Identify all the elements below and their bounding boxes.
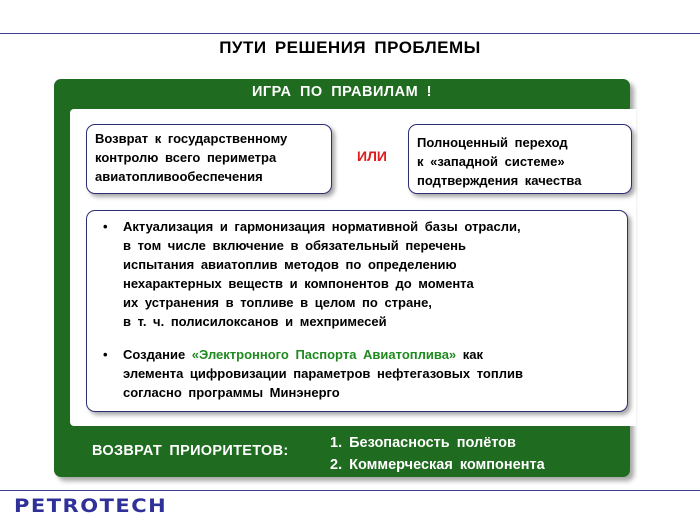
option-left-line: авиатопливообеспечения: [95, 169, 263, 184]
priority-item: 2. Коммерческая компонента: [330, 457, 545, 473]
top-divider: [0, 33, 700, 34]
list-item-line: их устранения в топливе в целом по стране,: [123, 295, 432, 310]
list-item-line: в том числе включение в обязательный перечень: [123, 238, 466, 253]
list-item: [103, 217, 617, 331]
option-state-control: [86, 124, 332, 194]
priorities-label: ВОЗВРАТ ПРИОРИТЕТОВ:: [92, 443, 289, 459]
bullet-icon: •: [103, 347, 108, 362]
priority-item: 1. Безопасность полётов: [330, 435, 516, 451]
option-western-system: [408, 124, 632, 194]
list-item-line: согласно программы Минэнерго: [123, 385, 340, 400]
panel-header: ИГРА ПО ПРАВИЛАМ !: [251, 84, 433, 100]
or-label: ИЛИ: [357, 148, 387, 164]
list-item-line: испытания авиатоплив методов по определению: [123, 257, 457, 272]
list-item-line: элемента цифровизации параметров нефтегазовых топлив: [123, 366, 523, 381]
list-item-line: Актуализация и гармонизация нормативной базы отрасли,: [123, 219, 521, 234]
option-right-line: подтверждения качества: [417, 173, 582, 188]
list-item-prefix: Создание: [123, 347, 192, 362]
e-passport-highlight: «Электронного Паспорта Авиатоплива»: [191, 347, 457, 362]
list-item-suffix: как: [456, 347, 484, 362]
petrotech-logo: PETROTECH: [14, 495, 168, 517]
list-item-line: нехарактерных веществ и компонентов до момента: [123, 276, 474, 291]
list-item-line: в т. ч. полисилоксанов и мехпримесей: [123, 314, 387, 329]
list-item-line: [123, 345, 617, 364]
option-right-line: к «западной системе»: [417, 154, 565, 169]
bottom-divider: [0, 490, 700, 491]
bullet-icon: •: [103, 219, 108, 234]
option-right-line: Полноценный переход: [417, 135, 568, 150]
list-item: [103, 345, 617, 402]
option-left-line: Возврат к государственному: [95, 131, 288, 146]
option-left-line: контролю всего периметра: [95, 150, 277, 165]
slide-title: ПУТИ РЕШЕНИЯ ПРОБЛЕМЫ: [219, 38, 481, 57]
measures-list: [86, 210, 628, 412]
priorities-list: [330, 432, 545, 476]
